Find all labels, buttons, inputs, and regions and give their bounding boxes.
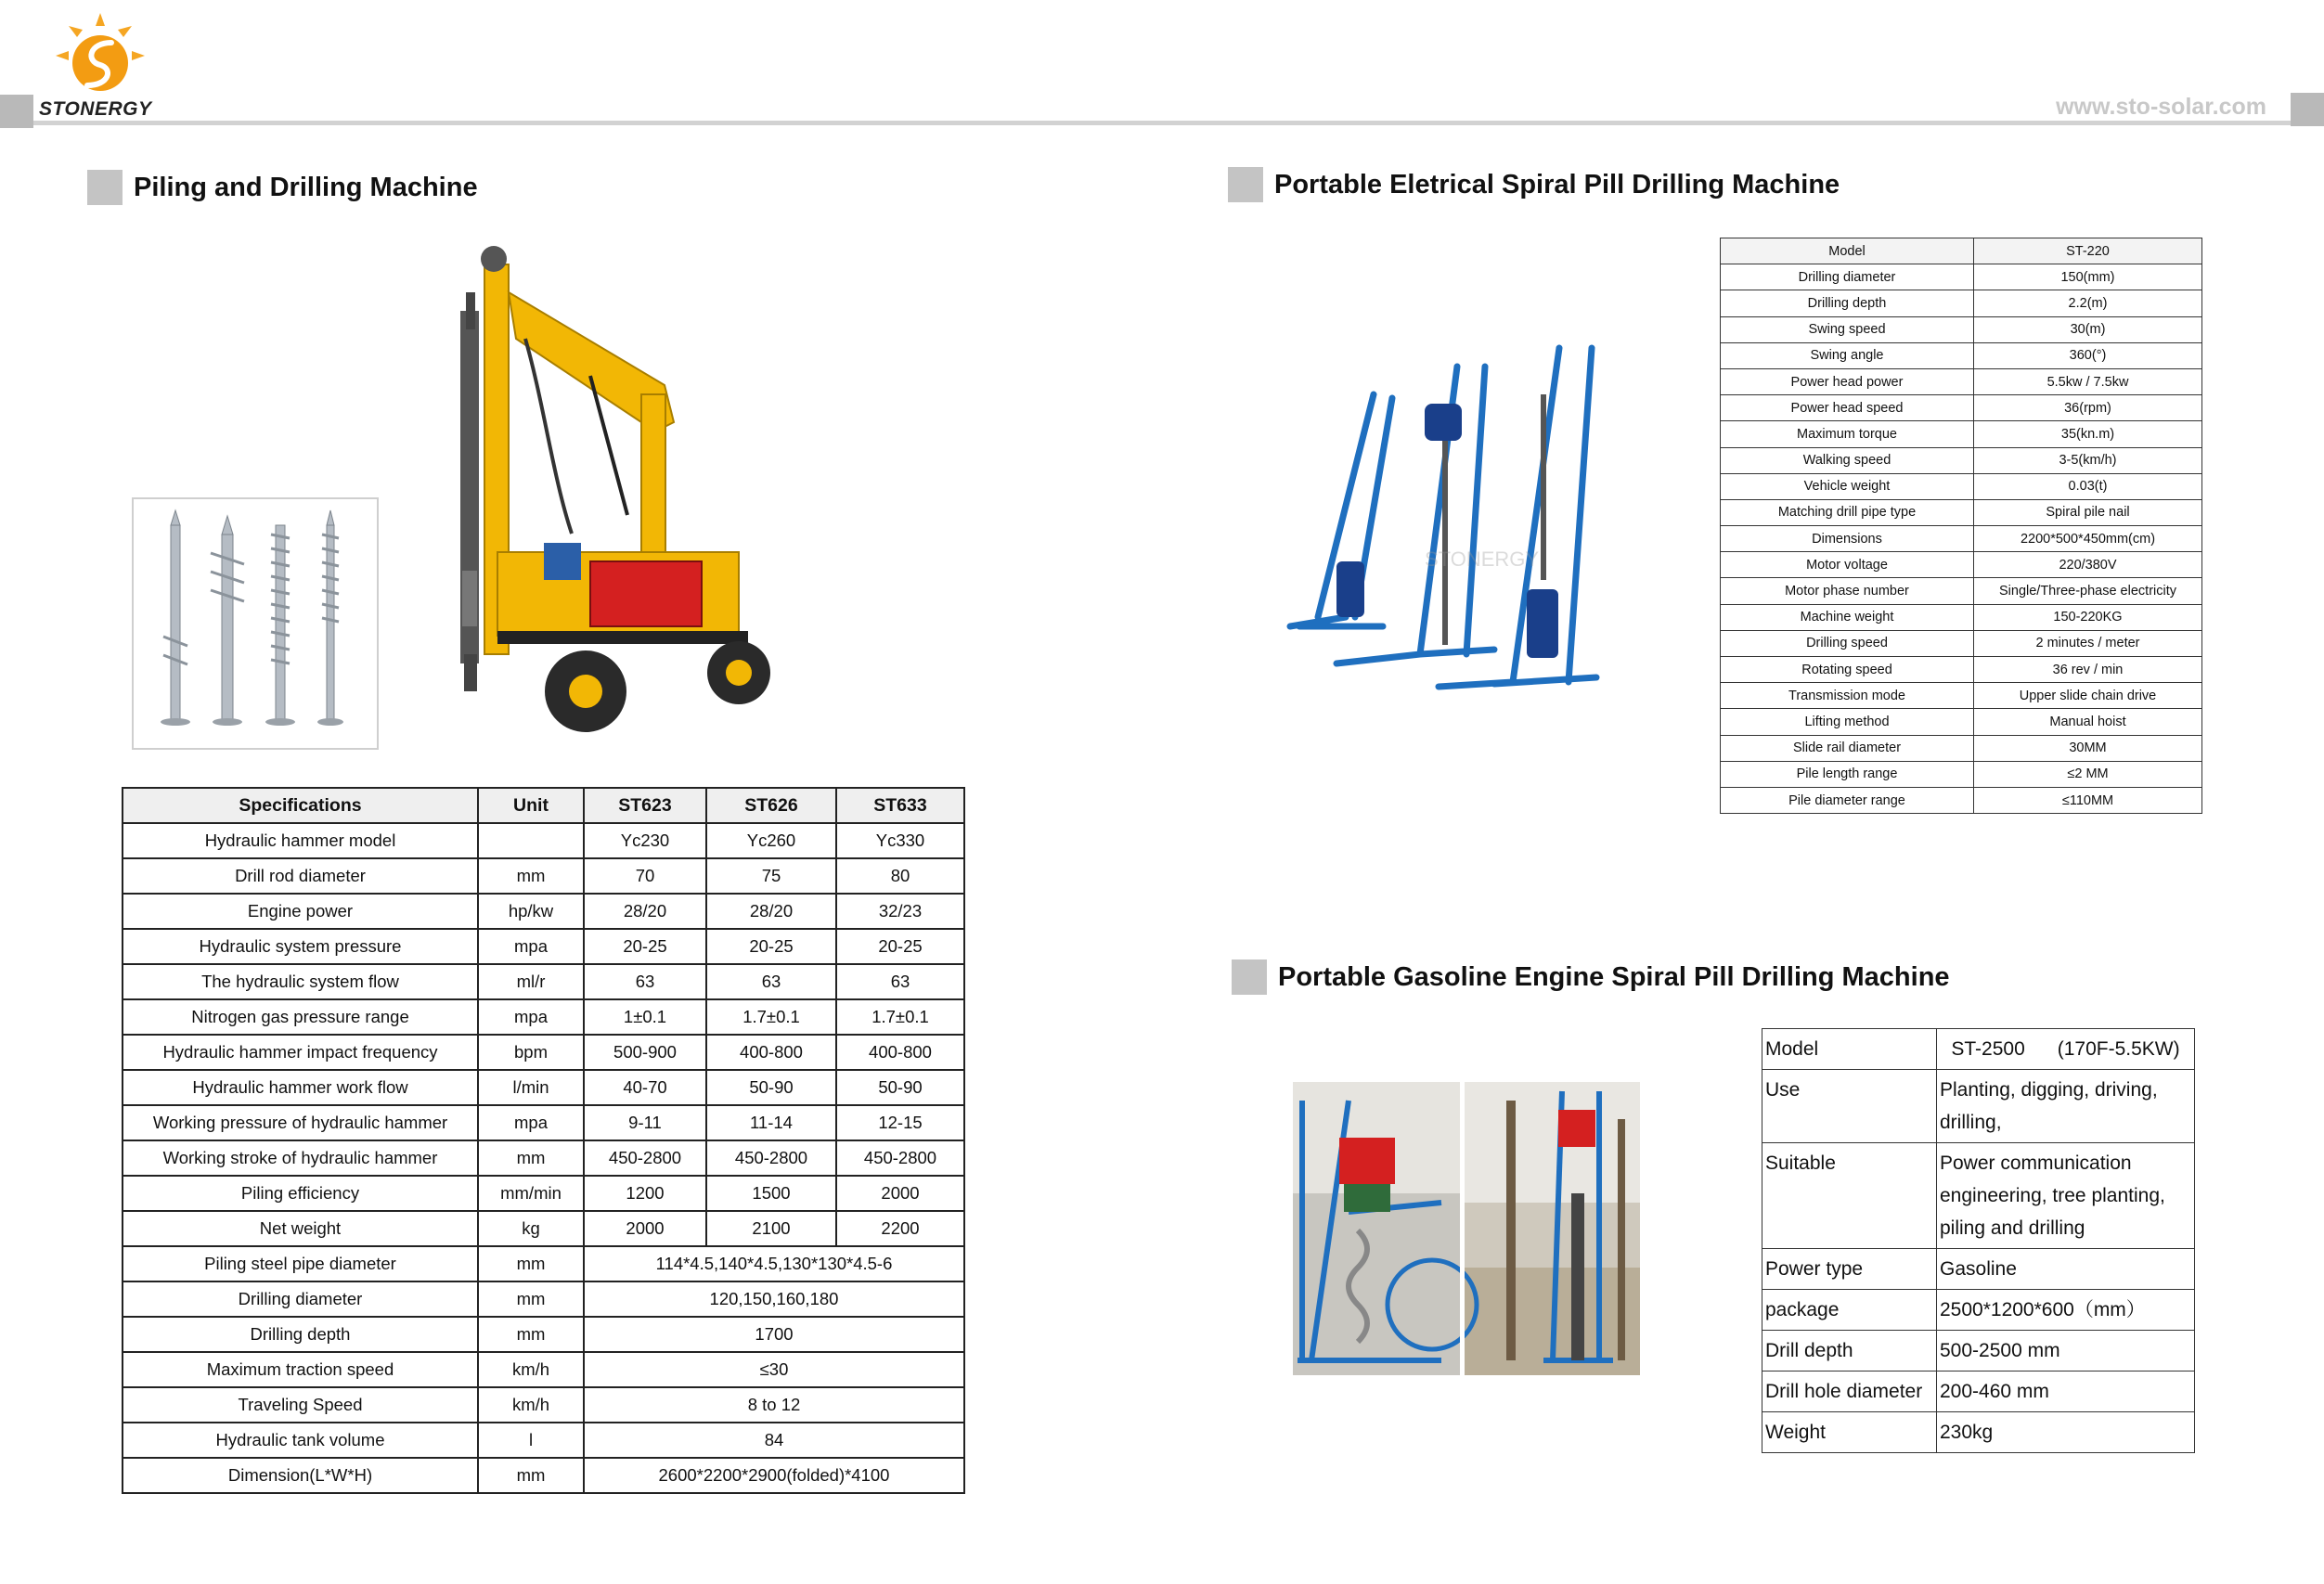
- table-cell: 28/20: [706, 894, 836, 929]
- section-heading-electric: [1228, 167, 1840, 202]
- table-cell: Yc330: [836, 823, 964, 858]
- table-cell: ≤2 MM: [1974, 761, 2202, 787]
- table-cell: Drilling speed: [1721, 630, 1974, 656]
- table-cell: 20-25: [706, 929, 836, 964]
- table-cell: Dimension(L*W*H): [123, 1458, 478, 1493]
- table-cell: Traveling Speed: [123, 1387, 478, 1423]
- table-cell: bpm: [478, 1035, 584, 1070]
- table-cell: Lifting method: [1721, 709, 1974, 735]
- table-row: [123, 1140, 964, 1176]
- table-cell: Upper slide chain drive: [1974, 683, 2202, 709]
- table-row: [123, 1105, 964, 1140]
- table-cell: Hydraulic hammer impact frequency: [123, 1035, 478, 1070]
- piling-machine-photo: [442, 237, 776, 747]
- table-row: [123, 823, 964, 858]
- table-cell: 500-900: [584, 1035, 706, 1070]
- section-title: Piling and Drilling Machine: [134, 172, 478, 202]
- table-row: [1762, 1249, 2195, 1290]
- table-cell: 360(°): [1974, 342, 2202, 368]
- table-cell: Drill depth: [1762, 1331, 1937, 1372]
- table-cell: Motor voltage: [1721, 552, 1974, 578]
- table-row: [1721, 342, 2202, 368]
- table-cell: 50-90: [836, 1070, 964, 1105]
- table-cell: 8 to 12: [584, 1387, 964, 1423]
- table-cell: l: [478, 1423, 584, 1458]
- table-cell: ST-2500 (170F-5.5KW): [1937, 1029, 2195, 1070]
- table-cell: mpa: [478, 1105, 584, 1140]
- table-cell: 400-800: [706, 1035, 836, 1070]
- table-cell: Hydraulic hammer work flow: [123, 1070, 478, 1105]
- table-cell: 5.5kw / 7.5kw: [1974, 368, 2202, 394]
- table-row: [1721, 683, 2202, 709]
- table-row: [1721, 657, 2202, 683]
- table-row: [1762, 1412, 2195, 1453]
- table-row: [1721, 421, 2202, 447]
- table-row: [1721, 395, 2202, 421]
- table-cell: 220/380V: [1974, 552, 2202, 578]
- table-cell: 200-460 mm: [1937, 1372, 2195, 1412]
- table-cell: ST-220: [1974, 238, 2202, 264]
- table-cell: 500-2500 mm: [1937, 1331, 2195, 1372]
- table-row: [1762, 1372, 2195, 1412]
- gasoline-drilling-machine-photos: [1293, 1082, 1640, 1375]
- table-cell: Gasoline: [1937, 1249, 2195, 1290]
- table-cell: Drilling diameter: [1721, 264, 1974, 290]
- table-cell: 114*4.5,140*4.5,130*130*4.5-6: [584, 1246, 964, 1281]
- table-row: [1721, 735, 2202, 761]
- table-cell: Maximum traction speed: [123, 1352, 478, 1387]
- table-cell: 3-5(km/h): [1974, 447, 2202, 473]
- table-cell: Manual hoist: [1974, 709, 2202, 735]
- table-row: [123, 1317, 964, 1352]
- header-corner-left: [0, 95, 33, 128]
- table-cell: mpa: [478, 999, 584, 1035]
- table-row: [123, 1352, 964, 1387]
- table-cell: 1700: [584, 1317, 964, 1352]
- table-cell: ml/r: [478, 964, 584, 999]
- table-cell: mm: [478, 1281, 584, 1317]
- table-cell: 1200: [584, 1176, 706, 1211]
- table-cell: 230kg: [1937, 1412, 2195, 1453]
- section-heading-gasoline: [1232, 959, 1950, 995]
- table-cell: 84: [584, 1423, 964, 1458]
- section-title: Portable Eletrical Spiral Pill Drilling Machine: [1274, 169, 1840, 200]
- table-cell: [478, 823, 584, 858]
- column-header: ST626: [706, 788, 836, 823]
- table-cell: Planting, digging, driving, drilling,: [1937, 1070, 2195, 1143]
- table-cell: Yc260: [706, 823, 836, 858]
- table-row: [1762, 1029, 2195, 1070]
- table-cell: 2.2(m): [1974, 290, 2202, 316]
- table-row: [1721, 316, 2202, 342]
- table-row: [123, 964, 964, 999]
- table-cell: Drilling diameter: [123, 1281, 478, 1317]
- table-cell: 400-800: [836, 1035, 964, 1070]
- table-row: [1721, 604, 2202, 630]
- table-cell: mm: [478, 1246, 584, 1281]
- table-cell: km/h: [478, 1387, 584, 1423]
- table-cell: Spiral pile nail: [1974, 499, 2202, 525]
- table-row: [123, 1035, 964, 1070]
- table-cell: package: [1762, 1290, 1937, 1331]
- table-header-row: [123, 788, 964, 823]
- table-cell: 40-70: [584, 1070, 706, 1105]
- table-cell: 36 rev / min: [1974, 657, 2202, 683]
- table-row: [1721, 709, 2202, 735]
- table-cell: Model: [1721, 238, 1974, 264]
- table-cell: 1500: [706, 1176, 836, 1211]
- table-cell: 75: [706, 858, 836, 894]
- table-cell: Hydraulic hammer model: [123, 823, 478, 858]
- table-cell: 36(rpm): [1974, 395, 2202, 421]
- table-cell: Machine weight: [1721, 604, 1974, 630]
- table-cell: Working stroke of hydraulic hammer: [123, 1140, 478, 1176]
- table-cell: 11-14: [706, 1105, 836, 1140]
- table-cell: Use: [1762, 1070, 1937, 1143]
- table-cell: 1.7±0.1: [836, 999, 964, 1035]
- gasoline-spec-table: [1762, 1028, 2195, 1453]
- heading-square-icon: [87, 170, 123, 205]
- table-cell: Drill hole diameter: [1762, 1372, 1937, 1412]
- watermark-text: STONERGY: [1425, 547, 1540, 571]
- table-row: [1721, 238, 2202, 264]
- table-cell: 150(mm): [1974, 264, 2202, 290]
- table-cell: 2000: [584, 1211, 706, 1246]
- table-cell: 28/20: [584, 894, 706, 929]
- table-cell: The hydraulic system flow: [123, 964, 478, 999]
- table-cell: mm: [478, 1458, 584, 1493]
- table-row: [1721, 473, 2202, 499]
- table-row: [1721, 761, 2202, 787]
- table-cell: Power head speed: [1721, 395, 1974, 421]
- table-cell: Maximum torque: [1721, 421, 1974, 447]
- table-row: [123, 1423, 964, 1458]
- table-cell: 2500*1200*600（mm）: [1937, 1290, 2195, 1331]
- column-header: ST633: [836, 788, 964, 823]
- table-row: [1762, 1290, 2195, 1331]
- table-cell: ≤30: [584, 1352, 964, 1387]
- table-cell: Rotating speed: [1721, 657, 1974, 683]
- table-cell: 20-25: [584, 929, 706, 964]
- table-row: [1721, 447, 2202, 473]
- table-row: [123, 858, 964, 894]
- table-row: [1762, 1143, 2195, 1249]
- table-row: [1721, 578, 2202, 604]
- table-cell: Pile diameter range: [1721, 787, 1974, 813]
- column-header: ST623: [584, 788, 706, 823]
- table-cell: Swing angle: [1721, 342, 1974, 368]
- table-cell: 2600*2200*2900(folded)*4100: [584, 1458, 964, 1493]
- heading-square-icon: [1232, 959, 1267, 995]
- table-cell: 63: [836, 964, 964, 999]
- table-cell: 1.7±0.1: [706, 999, 836, 1035]
- table-cell: 150-220KG: [1974, 604, 2202, 630]
- table-row: [123, 929, 964, 964]
- table-cell: mm: [478, 858, 584, 894]
- table-cell: 12-15: [836, 1105, 964, 1140]
- section-title: Portable Gasoline Engine Spiral Pill Drilling Machine: [1278, 961, 1950, 992]
- piling-spec-table: [122, 787, 965, 1494]
- table-cell: 32/23: [836, 894, 964, 929]
- table-cell: 30MM: [1974, 735, 2202, 761]
- table-cell: 450-2800: [584, 1140, 706, 1176]
- table-cell: 80: [836, 858, 964, 894]
- table-cell: Single/Three-phase electricity: [1974, 578, 2202, 604]
- table-cell: ≤110MM: [1974, 787, 2202, 813]
- table-cell: 63: [706, 964, 836, 999]
- table-row: [123, 1211, 964, 1246]
- website-url[interactable]: www.sto-solar.com: [2056, 94, 2266, 120]
- table-row: [123, 1458, 964, 1493]
- table-row: [1721, 630, 2202, 656]
- table-cell: Drilling depth: [1721, 290, 1974, 316]
- table-cell: 35(kn.m): [1974, 421, 2202, 447]
- header-rule: [33, 121, 2291, 125]
- table-cell: 30(m): [1974, 316, 2202, 342]
- table-cell: 63: [584, 964, 706, 999]
- table-cell: Power head power: [1721, 368, 1974, 394]
- table-row: [123, 1281, 964, 1317]
- table-row: [123, 1176, 964, 1211]
- electric-spec-table: [1720, 238, 2202, 814]
- table-cell: Piling steel pipe diameter: [123, 1246, 478, 1281]
- table-cell: Model: [1762, 1029, 1937, 1070]
- table-cell: Pile length range: [1721, 761, 1974, 787]
- table-cell: Suitable: [1762, 1143, 1937, 1249]
- table-cell: Yc230: [584, 823, 706, 858]
- table-cell: mm: [478, 1140, 584, 1176]
- table-cell: Vehicle weight: [1721, 473, 1974, 499]
- table-cell: Hydraulic tank volume: [123, 1423, 478, 1458]
- table-cell: 120,150,160,180: [584, 1281, 964, 1317]
- table-row: [1721, 499, 2202, 525]
- table-cell: hp/kw: [478, 894, 584, 929]
- table-row: [123, 894, 964, 929]
- table-cell: Nitrogen gas pressure range: [123, 999, 478, 1035]
- table-row: [1721, 552, 2202, 578]
- screw-piles-photo: [132, 497, 379, 750]
- table-cell: Piling efficiency: [123, 1176, 478, 1211]
- electric-drilling-machines-photo: [1281, 339, 1606, 701]
- table-cell: Matching drill pipe type: [1721, 499, 1974, 525]
- table-row: [123, 999, 964, 1035]
- section-heading-piling: [87, 170, 478, 205]
- table-cell: km/h: [478, 1352, 584, 1387]
- table-cell: 2 minutes / meter: [1974, 630, 2202, 656]
- table-row: [123, 1387, 964, 1423]
- table-cell: Hydraulic system pressure: [123, 929, 478, 964]
- table-cell: Net weight: [123, 1211, 478, 1246]
- header-corner-right: [2291, 93, 2324, 126]
- table-cell: Walking speed: [1721, 447, 1974, 473]
- column-header: Unit: [478, 788, 584, 823]
- table-cell: Swing speed: [1721, 316, 1974, 342]
- table-cell: l/min: [478, 1070, 584, 1105]
- table-cell: Motor phase number: [1721, 578, 1974, 604]
- table-row: [1721, 526, 2202, 552]
- table-row: [1721, 290, 2202, 316]
- table-cell: Drilling depth: [123, 1317, 478, 1352]
- table-cell: kg: [478, 1211, 584, 1246]
- table-cell: Working pressure of hydraulic hammer: [123, 1105, 478, 1140]
- table-cell: 9-11: [584, 1105, 706, 1140]
- table-cell: Weight: [1762, 1412, 1937, 1453]
- table-row: [1762, 1070, 2195, 1143]
- table-cell: Engine power: [123, 894, 478, 929]
- table-cell: 450-2800: [836, 1140, 964, 1176]
- table-cell: 1±0.1: [584, 999, 706, 1035]
- table-cell: 2200: [836, 1211, 964, 1246]
- table-cell: 20-25: [836, 929, 964, 964]
- table-row: [1721, 787, 2202, 813]
- table-cell: 50-90: [706, 1070, 836, 1105]
- table-cell: mm/min: [478, 1176, 584, 1211]
- table-row: [1721, 264, 2202, 290]
- table-cell: Dimensions: [1721, 526, 1974, 552]
- table-cell: mm: [478, 1317, 584, 1352]
- table-cell: 2100: [706, 1211, 836, 1246]
- table-row: [123, 1070, 964, 1105]
- table-row: [1762, 1331, 2195, 1372]
- heading-square-icon: [1228, 167, 1263, 202]
- table-cell: Transmission mode: [1721, 683, 1974, 709]
- table-cell: 0.03(t): [1974, 473, 2202, 499]
- table-cell: Drill rod diameter: [123, 858, 478, 894]
- table-row: [123, 1246, 964, 1281]
- stonergy-logo-icon: [56, 13, 145, 98]
- column-header: Specifications: [123, 788, 478, 823]
- table-cell: 70: [584, 858, 706, 894]
- table-cell: mpa: [478, 929, 584, 964]
- brand-name: STONERGY: [39, 98, 152, 120]
- table-row: [1721, 368, 2202, 394]
- table-cell: 2200*500*450mm(cm): [1974, 526, 2202, 552]
- table-cell: Power type: [1762, 1249, 1937, 1290]
- table-cell: Slide rail diameter: [1721, 735, 1974, 761]
- table-cell: Power communication engineering, tree planting, piling and drilling: [1937, 1143, 2195, 1249]
- table-cell: 450-2800: [706, 1140, 836, 1176]
- table-cell: 2000: [836, 1176, 964, 1211]
